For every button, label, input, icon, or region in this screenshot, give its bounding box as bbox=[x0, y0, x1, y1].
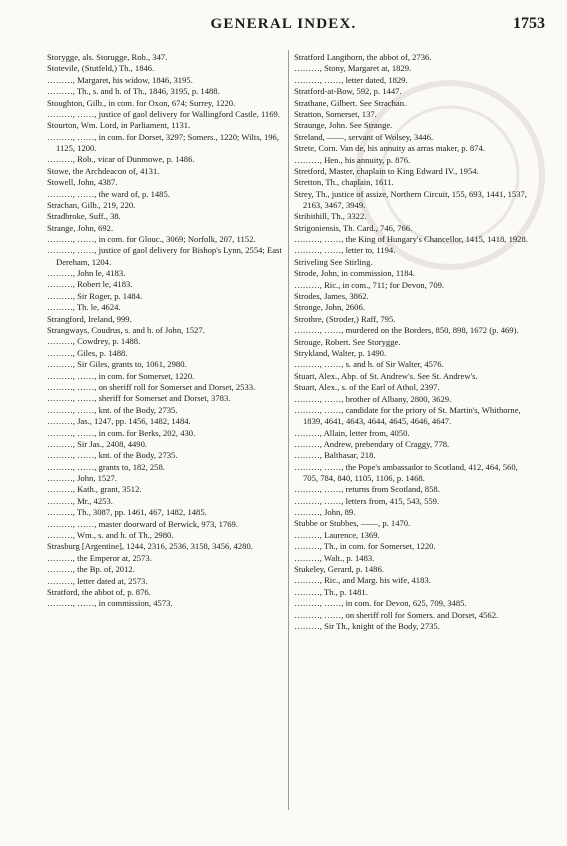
index-entry: Stourton, Wm. Lord, in Parliament, 1131. bbox=[47, 120, 191, 131]
index-entry: Stratford Langthorn, the abbot of, 2736. bbox=[294, 52, 432, 62]
index-entry: ………, Sir Roger, p. 1484. bbox=[47, 290, 143, 301]
index-entry: ………, Andrew, prebendary of Craggy, 778. bbox=[294, 438, 450, 449]
index-entry: Straunge, John. See Strange. bbox=[294, 120, 393, 131]
index-entry: ………, Walt., p. 1483. bbox=[294, 552, 375, 563]
index-entry: ………, ……, in com. for Somerset, 1220. bbox=[47, 370, 195, 381]
index-entry: ………, ……, in com. for Devon, 625, 709, 3485. bbox=[294, 598, 467, 609]
index-entry: Stubbe or Stubbes, ——, p. 1470. bbox=[294, 518, 411, 529]
index-entry: ………, ……, letters from, 415, 543, 559. bbox=[294, 495, 440, 506]
index-entry: ………, Jas., 1247, pp. 1456, 1482, 1484. bbox=[47, 416, 191, 427]
column-divider bbox=[288, 50, 289, 810]
index-entry: ………, Balthasar, 218. bbox=[294, 450, 376, 461]
index-entry: Stuart, Alex., s. of the Earl of Athol, 2397. bbox=[294, 382, 440, 393]
index-entry: Stukeley, Gerard, p. 1486. bbox=[294, 564, 384, 575]
index-entry: Strothre, (Stroder,) Raff, 795. bbox=[294, 313, 396, 324]
index-entry: ………, Th., s. and h. of Th., 1846, 3195, p. 1488. bbox=[47, 86, 220, 97]
index-entry: ………, ……, knt. of the Body, 2735. bbox=[47, 404, 178, 415]
index-entry: Stratford-at-Bow, 592, p. 1447. bbox=[294, 86, 402, 97]
index-entry: Strey, Th., justice of assize, Northern Circuit, 155, 693, 1441, 1537, 2163, 3467, 3949. bbox=[294, 188, 527, 210]
index-entry: ………, Th., 3087, pp. 1461, 467, 1482, 1485. bbox=[47, 507, 207, 518]
index-entry: ………, ……, sheriff for Somerset and Dorset, 3783. bbox=[47, 393, 231, 404]
index-entry: Stotevile, (Stutfeld,) Th., 1846. bbox=[47, 63, 155, 74]
index-entry: Strouge, Robert. See Storygge. bbox=[294, 336, 401, 347]
index-entry: ………, Ric., in com., 711; for Devon, 709. bbox=[294, 279, 445, 290]
index-entry: ………, Th. le, 4624. bbox=[47, 302, 121, 313]
index-entry: ………, ……, the ward of, p. 1485. bbox=[47, 188, 170, 199]
index-entry: Strigoniensis, Th. Card., 746, 766. bbox=[294, 222, 413, 233]
index-entry: ………, ……, in com. for Berks, 202, 430. bbox=[47, 427, 196, 438]
index-entry: ………, Rob., vicar of Dunmowe, p. 1486. bbox=[47, 154, 195, 165]
index-entry: Stowell, John, 4387. bbox=[47, 177, 118, 188]
index-entry: ………, Ric., and Marg. his wife, 4183. bbox=[294, 575, 431, 586]
index-entry: Strete, Corn. Van de, his annuity as arras maker, p. 874. bbox=[294, 143, 485, 154]
index-entry: Stoughton, Gilb., in com. for Oxon, 674; Surrey, 1220. bbox=[47, 97, 236, 108]
index-entry: Striveling See Stirling. bbox=[294, 256, 373, 267]
index-entry: Strasburg [Argentine], 1244, 2316, 2536, 3158, 3456, 4280. bbox=[47, 541, 253, 552]
index-entry: Strangford, Ireland, 999. bbox=[47, 313, 132, 324]
index-entry: ………, Stony, Margaret at, 1829. bbox=[294, 63, 412, 74]
index-entry: ………, Wm., s. and h. of Th., 2980. bbox=[47, 530, 174, 541]
index-entry: ………, ……, justice of gaol delivery for Wallingford Castle, 1169. bbox=[47, 108, 280, 119]
index-entry: Strode, John, in commission, 1184. bbox=[294, 268, 415, 279]
index-entry: ………, Th., in com. for Somerset, 1220. bbox=[294, 541, 436, 552]
index-entry: ………, John le, 4183. bbox=[47, 268, 126, 279]
index-entry: ………, ……, the Pope's ambassador to Scotland, 412, 464, 560, 705, 784, 840, 1105, 1106, p. 1468. bbox=[294, 461, 518, 483]
index-entry: ………, ……, grants to, 182, 258. bbox=[47, 461, 165, 472]
index-entry: Strodes, James, 3862. bbox=[294, 291, 369, 302]
index-entry: ………, ……, master doorward of Berwick, 973, 1769. bbox=[47, 518, 238, 529]
index-entry: Strangways, Coudrus, s. and h. of John, 1527. bbox=[47, 325, 205, 335]
index-entry: ………, Allain, letter from, 4050. bbox=[294, 427, 410, 438]
index-entry: ………, ……, letter dated, 1829. bbox=[294, 74, 408, 85]
index-entry: ………, ……, knt. of the Body, 2735. bbox=[47, 450, 178, 461]
index-entry: Stowe, the Archdeacon of, 4131. bbox=[47, 165, 160, 176]
index-entry: ………, ……, the King of Hungary's Chancellor, 1415, 1418, 1928. bbox=[294, 234, 528, 245]
running-title: GENERAL INDEX. bbox=[210, 16, 357, 32]
index-entry: ………, Cowdrey, p. 1488. bbox=[47, 336, 141, 347]
index-entry: ………, Sir Th., knight of the Body, 2735. bbox=[294, 620, 440, 631]
index-entry: Strathane, Gilbert. See Strachan. bbox=[294, 97, 407, 108]
index-entry: ………, John, 89. bbox=[294, 507, 356, 518]
index-entry: Stratton, Somerset, 137. bbox=[294, 108, 377, 119]
index-entry: ………, Th., p. 1481. bbox=[294, 586, 368, 597]
index-entry: ………, ……, candidate for the priory of St. Martin's, Whithorne, 1839, 4641, 4643, 4644, 4645, 4646, 4647. bbox=[294, 404, 521, 427]
index-entry: ………, Kath., grant, 3512. bbox=[47, 484, 142, 495]
index-entry: ………, Sir Jas., 2408, 4490. bbox=[47, 438, 148, 449]
index-entry: Strachan, Gilb., 219, 220. bbox=[47, 199, 136, 210]
index-entry: ………, ……, murdered on the Borders, 850, 898, 1672 (p. 469). bbox=[294, 325, 519, 336]
index-entry: ………, Hen., his annuity, p. 876. bbox=[294, 154, 411, 165]
index-entry: Stratford, the abbot of, p. 876. bbox=[47, 586, 151, 597]
index-entry: ………, letter dated at, 2573. bbox=[47, 575, 148, 586]
index-entry: ………, ……, s. and h. of Sir Walter, 4576. bbox=[294, 359, 444, 370]
index-entry: ………, ……, brother of Albany, 2800, 3629. bbox=[294, 393, 452, 404]
page-number: 1753 bbox=[513, 15, 545, 32]
index-entry: Stuart, Alex., Abp. of St. Andrew's. See St. Andrew's. bbox=[294, 370, 478, 381]
index-entry: ………, ……, returns from Scotland, 858. bbox=[294, 484, 440, 495]
index-entry: ………, John, 1527. bbox=[47, 473, 117, 484]
index-entry: Streland, ——, servant of Wolsey, 3446. bbox=[294, 131, 434, 142]
index-entry: ………, ……, in commission, 4573. bbox=[47, 598, 173, 609]
index-entry: Storygge, als. Storugge, Rob., 347. bbox=[47, 52, 168, 62]
index-entry: ………, Mr., 4253. bbox=[47, 495, 113, 506]
left-index-column bbox=[47, 52, 283, 610]
index-entry: ………, Robert le, 4183. bbox=[47, 279, 133, 290]
index-entry: Stretton, Th., chaplain, 1611. bbox=[294, 177, 394, 188]
index-entry: ………, Giles, p. 1488. bbox=[47, 347, 128, 358]
index-entry: Stronge, John, 2606. bbox=[294, 302, 365, 313]
index-entry: ………, ……, on sheriff roll for Somerset and Dorset, 2533. bbox=[47, 381, 256, 392]
index-entry: ………, Laurence, 1369. bbox=[294, 529, 380, 540]
index-entry: ………, ……, in com. for Glouc., 3069; Norfolk, 207, 1152. bbox=[47, 234, 256, 245]
index-entry: ………, Margaret, his widow, 1846, 3195. bbox=[47, 74, 193, 85]
index-entry: Stretford, Master, chaplain to King Edward IV., 1954. bbox=[294, 165, 479, 176]
index-entry: Stribithill, Th., 3322. bbox=[294, 211, 367, 222]
index-entry: ………, the Emperor at, 2573. bbox=[47, 552, 152, 563]
index-entry: Strykland, Walter, p. 1490. bbox=[294, 347, 387, 358]
right-index-column bbox=[294, 52, 530, 632]
index-entry: Strange, John, 692. bbox=[47, 222, 114, 233]
index-entry: ………, ……, justice of gaol delivery for Bishop's Lynn, 2554; East Dereham, 1204. bbox=[47, 245, 282, 267]
index-entry: ………, ……, on sheriff roll for Somers. and Dorset, 4562. bbox=[294, 609, 499, 620]
index-entry: ………, Sir Giles, grants to, 1061, 2980. bbox=[47, 359, 187, 370]
index-entry: ………, ……, in com. for Dorset, 3297; Somers., 1220; Wilts, 196, 1125, 1200. bbox=[47, 131, 279, 153]
index-entry: ………, ……, letter to, 1194. bbox=[294, 245, 396, 256]
index-entry: Stradbroke, Suff., 38. bbox=[47, 211, 121, 222]
index-entry: ………, the Bp. of, 2012. bbox=[47, 564, 135, 575]
